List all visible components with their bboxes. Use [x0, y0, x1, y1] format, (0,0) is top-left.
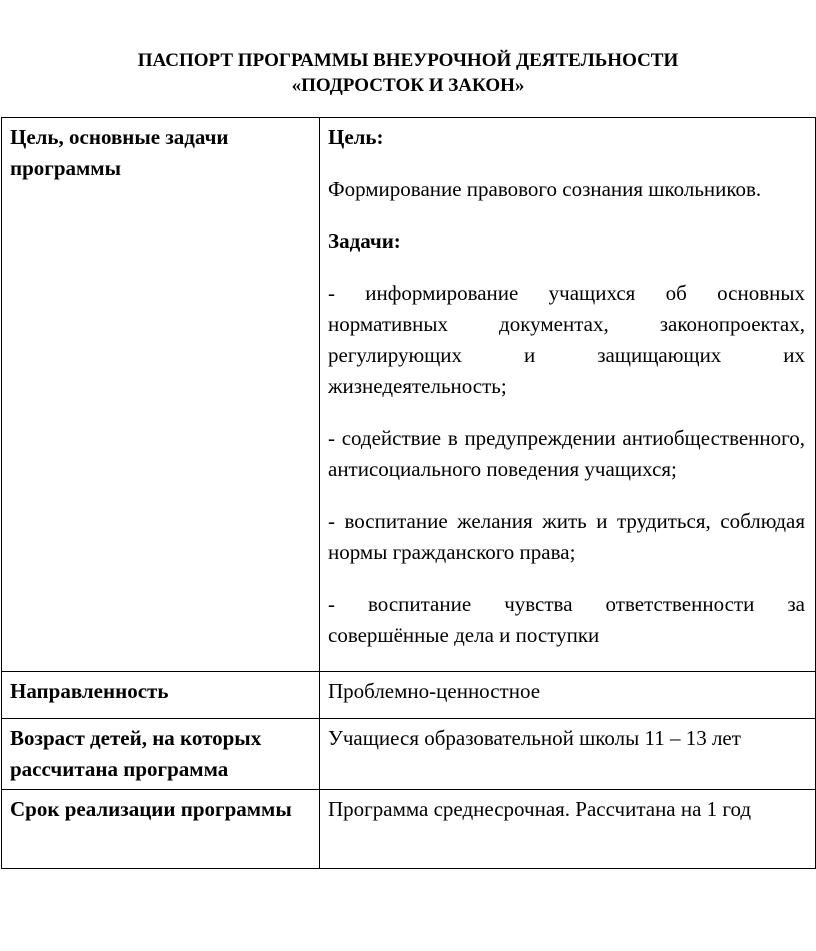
row-label-direction: Направленность — [2, 672, 320, 719]
table-row-age — [2, 719, 816, 790]
table-row-direction — [2, 672, 816, 719]
table-row-term — [2, 790, 816, 869]
task-item-1: - информирование учащихся об основных нормативных документах, законопроектах, регулирующих и защищающих их жизнедеятельность; — [328, 281, 805, 398]
row-value-age: Учащиеся образовательной школы 11 – 13 лет — [320, 719, 816, 790]
table-row-goals — [2, 118, 816, 672]
row-label-term: Срок реализации программы — [2, 790, 320, 869]
task-item-3: - воспитание желания жить и трудиться, соблюдая нормы гражданского права; — [328, 509, 805, 564]
row-value-term: Программа среднесрочная. Рассчитана на 1 год — [320, 790, 816, 869]
passport-table — [1, 117, 816, 869]
row-label-goals: Цель, основные задачи программы — [2, 118, 320, 672]
title-line-2: «ПОДРОСТОК И ЗАКОН» — [291, 75, 525, 96]
document-title — [0, 48, 816, 98]
task-item-4: - воспитание чувства ответственности за совершённые дела и поступки — [328, 592, 805, 647]
task-item-2: - содействие в предупреждении антиобщественного, антисоциального поведения учащихся; — [328, 426, 805, 481]
goal-text: Формирование правового сознания школьников. — [328, 177, 762, 201]
tasks-heading: Задачи: — [328, 229, 401, 253]
row-value-direction: Проблемно-ценностное — [320, 672, 816, 719]
goal-heading: Цель: — [328, 125, 384, 149]
row-label-age: Возраст детей, на которых рассчитана программа — [2, 719, 320, 790]
title-line-1: ПАСПОРТ ПРОГРАММЫ ВНЕУРОЧНОЙ ДЕЯТЕЛЬНОСТИ — [137, 50, 679, 71]
row-value-goals — [320, 118, 816, 672]
